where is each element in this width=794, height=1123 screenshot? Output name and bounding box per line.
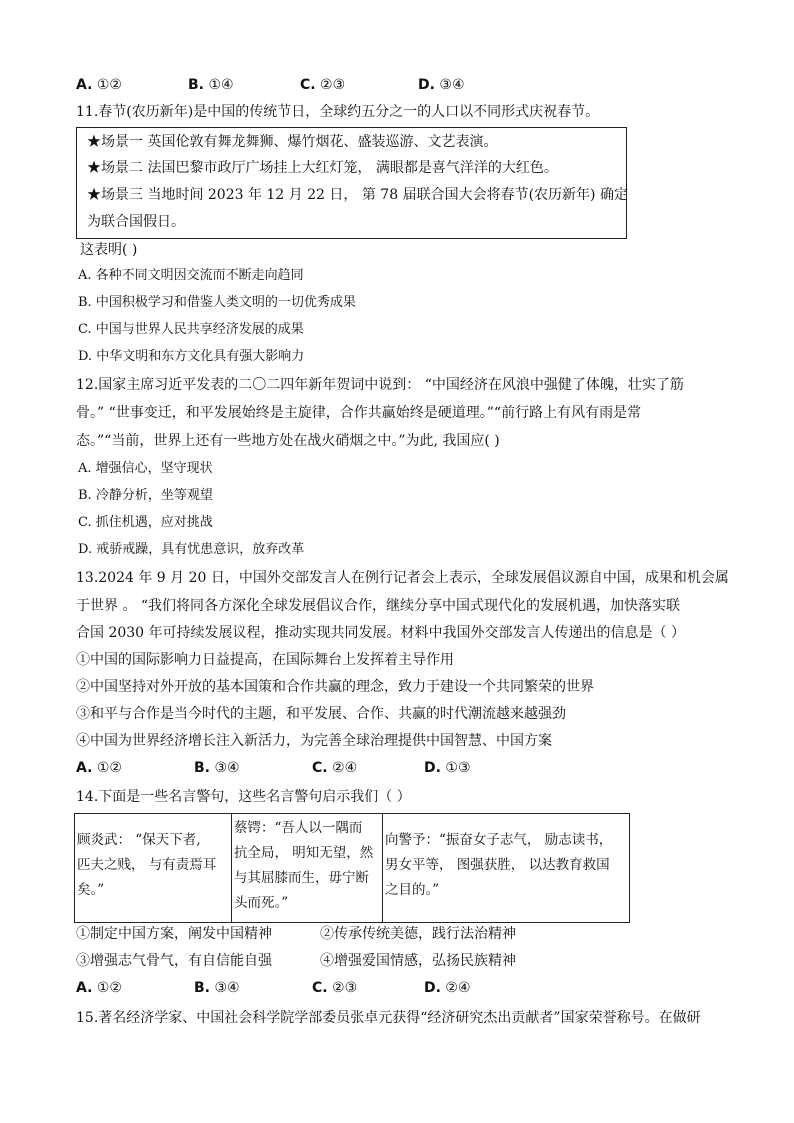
q12-choice-a: A. 增强信心，坚守现状 [78, 461, 213, 476]
q11-scene-2: ★场景二 法国巴黎市政厅广场挂上大红灯笼， 满眼都是喜气洋洋的大红色。 [87, 160, 558, 176]
q14-statement-3: ③增强志气骨气，有自信能自强 [76, 953, 272, 969]
q13-statement-1: ①中国的国际影响力日益提高，在国际舞台上发挥着主导作用 [76, 652, 454, 668]
quote-line: 头而死。” [234, 895, 289, 911]
q14-quote-cai-e [232, 814, 383, 922]
q13-option-c: C. ②④ [312, 760, 358, 776]
quote-line: 之目的。” [385, 882, 440, 898]
quote-line: 向警予：“振奋女子志气， 励志读书， [385, 832, 613, 848]
q15-stem: 15.著名经济学家、中国社会科学院学部委员张卓元获得“经济研究杰出贡献者”国家荣誉称号。在做研 [76, 1010, 701, 1026]
q14-stem: 14.下面是一些名言警句，这些名言警句启示我们（ ） [76, 789, 411, 805]
q13-option-d: D. ①③ [424, 760, 471, 776]
q11-scene-box [76, 127, 627, 239]
quote-line: 矣。” [77, 882, 105, 898]
q12-choice-d: D. 戒骄戒躁，具有忧患意识，放弃改革 [78, 542, 305, 557]
quote-line: 男女平等， 图强获胜， 以达教育救国 [385, 857, 610, 873]
q14-option-a: A. ①② [76, 980, 122, 996]
q11-scene-3-cont: 为联合国假日。 [87, 214, 185, 230]
q13-statement-4: ④中国为世界经济增长注入新活力，为完善全球治理提供中国智慧、中国方案 [76, 733, 552, 749]
q11-choice-a: A. 各种不同文明因交流而不断走向趋同 [78, 268, 304, 283]
q10-option-d: D. ③④ [418, 77, 465, 93]
q11-scene-1: ★场景一 英国伦敦有舞龙舞狮、爆竹烟花、盛装巡游、文艺表演。 [87, 134, 498, 150]
q13-stem-line-2: 于世界 。 “我们将同各方深化全球发展倡议合作，继续分享中国式现代化的发展机遇，加快落实联 [76, 598, 681, 614]
q14-option-c: C. ②③ [312, 980, 358, 996]
q14-quote-gu-yanwu [75, 814, 232, 922]
q14-quote-table [74, 813, 630, 923]
quote-line: 与其屈膝而生，毋宁断 [234, 870, 369, 886]
quote-line: 蔡锷：“吾人以一隅而 [234, 820, 363, 836]
q13-statement-2: ②中国坚持对外开放的基本国策和合作共赢的理念，致力于建设一个共同繁荣的世界 [76, 679, 594, 695]
quote-line: 匹夫之贱， 与有责焉耳 [77, 857, 217, 873]
q13-option-a: A. ①② [76, 760, 122, 776]
q11-choice-c: C. 中国与世界人民共享经济发展的成果 [78, 322, 304, 337]
q14-statement-4: ④增强爱国情感，弘扬民族精神 [320, 953, 516, 969]
q12-stem-line-2: 骨。” “世事变迁，和平发展始终是主旋律，合作共赢始终是硬道理。”“前行路上有风有雨是常 [76, 405, 642, 421]
q14-statement-1: ①制定中国方案，阐发中国精神 [76, 926, 272, 942]
q10-option-b: B. ①④ [188, 77, 234, 93]
q14-quote-xiang-jingyu [383, 814, 629, 922]
q13-stem-line-3: 合国 2030 年可持续发展议程，推动实现共同发展。材料中我国外交部发言人传递出的信息是（ ） [76, 625, 685, 641]
q12-choice-c: C. 抓住机遇，应对挑战 [78, 515, 213, 530]
quote-line: 抗全局， 明知无望，然 [234, 845, 374, 861]
q10-option-a: A. ①② [76, 77, 122, 93]
q14-statement-2: ②传承传统美德，践行法治精神 [320, 926, 516, 942]
q13-option-b: B. ③④ [194, 760, 240, 776]
q12-stem-line-3: 态。”“当前，世界上还有一些地方处在战火硝烟之中。”为此, 我国应( ) [76, 433, 500, 449]
q11-choice-b: B. 中国积极学习和借鉴人类文明的一切优秀成果 [78, 295, 356, 310]
q11-scene-3: ★场景三 当地时间 2023 年 12 月 22 日， 第 78 届联合国大会将春节(农历新年) 确定 [87, 187, 628, 203]
q12-stem-line-1: 12.国家主席习近平发表的二〇二四年新年贺词中说到： “中国经济在风浪中强健了体魄，壮实了筋 [76, 377, 684, 393]
q11-stem: 11.春节(农历新年)是中国的传统节日，全球约五分之一的人口以不同形式庆祝春节。 [76, 104, 600, 120]
q13-statement-3: ③和平与合作是当今时代的主题，和平发展、合作、共赢的时代潮流越来越强劲 [76, 706, 566, 722]
q14-option-b: B. ③④ [194, 980, 240, 996]
q11-choice-d: D. 中华文明和东方文化具有强大影响力 [78, 349, 305, 364]
q11-prompt: 这表明( ) [80, 242, 138, 258]
q12-choice-b: B. 冷静分析，坐等观望 [78, 488, 213, 503]
q14-option-d: D. ②④ [424, 980, 471, 996]
q10-option-c: C. ②③ [300, 77, 346, 93]
quote-line: 顾炎武： “保天下者, [77, 832, 201, 848]
q13-stem-line-1: 13.2024 年 9 月 20 日，中国外交部发言人在例行记者会上表示，全球发展倡议源自中国，成果和机会属 [76, 570, 729, 586]
